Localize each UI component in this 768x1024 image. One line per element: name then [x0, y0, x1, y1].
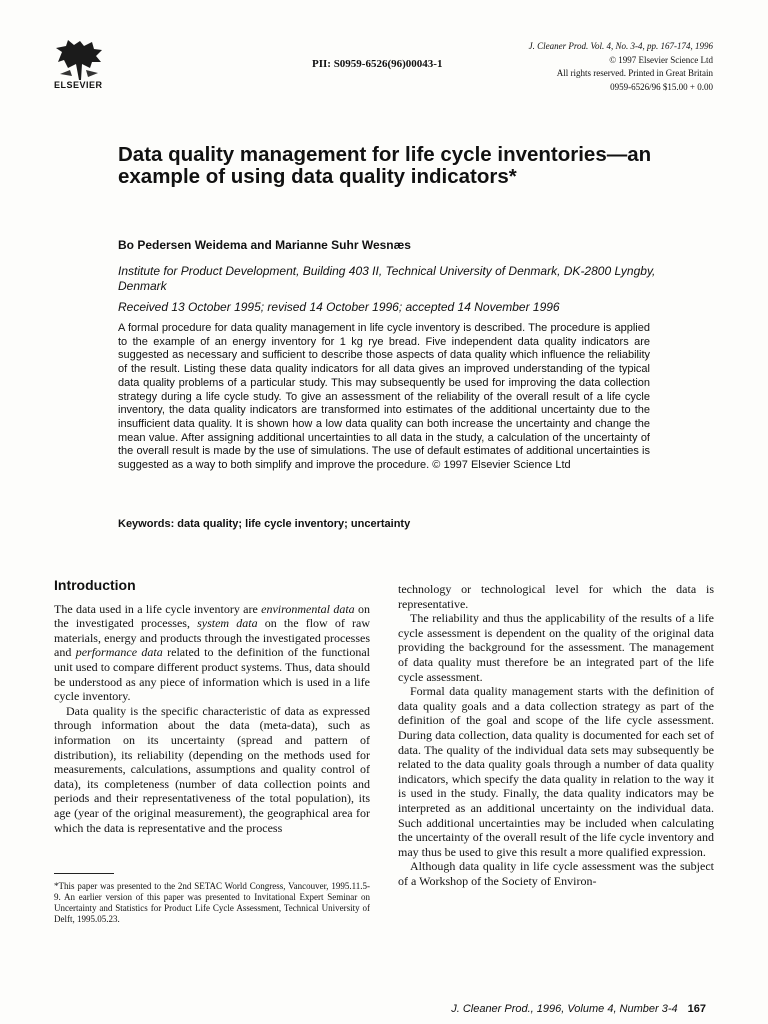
author-affiliation: Institute for Product Development, Building 403 II, Technical University of Denmark, DK-2800 Lyngby, Denmark [118, 264, 656, 293]
footnote: *This paper was presented to the 2nd SETAC World Congress, Vancouver, 1995.11.5-9. An earlier version of this paper was presented to Invitational Expert Seminar on Uncertainty and Statistics for Product Life Cycle Assessment, Technical University of Delft, 1995.05.23. [54, 881, 370, 924]
journal-metadata [529, 40, 713, 94]
section-heading-introduction: Introduction [54, 577, 136, 593]
article-title: Data quality management for life cycle inventories—an example of using data quality indicators* [118, 143, 652, 188]
copyright-line: © 1997 Elsevier Science Ltd [609, 54, 713, 65]
body-column-left [54, 578, 370, 835]
paragraph: Data quality is the specific characteristic of data as expressed through information about the data (meta-data), such as information on its uncertainty (spread and pattern of distribution), its reliability (depending on the methods used for measurements, calculations, assumptions and quality control of data), its completeness (number of data collection points and periods and their representativeness of the total population), its age (year of the original measurement), the geographical area for which the data is representative and the process [54, 703, 370, 835]
publisher-name: ELSEVIER [54, 80, 103, 90]
issn-line: 0959-6526/96 $15.00 + 0.00 [610, 81, 713, 92]
rights-line: All rights reserved. Printed in Great Britain [556, 68, 713, 78]
footnote-divider [54, 873, 114, 874]
journal-citation-line: J. Cleaner Prod. Vol. 4, No. 3-4, pp. 167-174, 1996 [528, 41, 713, 51]
received-dates: Received 13 October 1995; revised 14 October 1996; accepted 14 November 1996 [118, 300, 560, 314]
paragraph: technology or technological level for which the data is representative. [398, 582, 714, 611]
keywords: Keywords: data quality; life cycle inventory; uncertainty [118, 518, 411, 530]
footer-citation: J. Cleaner Prod., 1996, Volume 4, Number 3-4 [451, 1003, 678, 1015]
abstract: A formal procedure for data quality management in life cycle inventory is described. The procedure is applied to the example of an energy inventory for 1 kg rye bread. Five independent data quality indicators are suggested as necessary and sufficient to describe those aspects of data quality which influence the reliability of the result. Listing these data quality indicators for all data gives an improved understanding of the typical data quality problems of a particular study. This may subsequently be used for improving the data collection strategy during a life cycle study. To give an assessment of the reliability of the overall result of a life cycle inventory, the data quality indicators are transformed into estimates of the additional uncertainty due to the insufficient data quality. It is shown how a low data quality can both increase the uncertainty and change the mean value. After assigning additional uncertainties to all data in the study, a calculation of the uncertainty of the overall result is made by the use of simulations. The use of default estimates of additional uncertainties is suggested as a way to both simplify and improve the procedure. © 1997 Elsevier Science Ltd [118, 322, 650, 472]
pii-identifier: PII: S0959-6526(96)00043-1 [312, 58, 443, 70]
paragraph: The reliability and thus the applicability of the results of a life cycle assessment is dependent on the quality of the original data providing the background for the assessment. The management of data quality must therefore be an integrated part of the life cycle assessment. [398, 611, 714, 684]
article-authors: Bo Pedersen Weidema and Marianne Suhr Wesnæs [118, 238, 411, 252]
paragraph: Although data quality in life cycle assessment was the subject of a Workshop of the Society of Environ- [398, 859, 714, 888]
page-number: 167 [687, 1003, 706, 1015]
paragraph: Formal data quality management starts with the definition of data quality goals and a data collection strategy as part of the definition of the goal and scope of the life cycle assessment. During data collection, data quality is documented for each set of data. The quality of the individual data sets may subsequently be related to the data quality goals through a number of data quality indicators, which specify the data quality in relation to the way it is used in the study. Finally, the data quality indicators may be interpreted as an additional uncertainty on the individual data. Such additional uncertainties may be included when calculating the uncertainty of the overall result of the life cycle inventory and may thus be used to give this result a more qualified expression. [398, 684, 714, 859]
body-column-right [398, 582, 714, 888]
paragraph: The data used in a life cycle inventory are environmental data on the investigated processes, system data on the flow of raw materials, energy and products through the investigated processes and performance data related to the definition of the functional unit used to compare different product systems. Thus, data should be understood as any piece of information which is used in a life cycle inventory. [54, 601, 371, 704]
page-footer [451, 1003, 706, 1015]
